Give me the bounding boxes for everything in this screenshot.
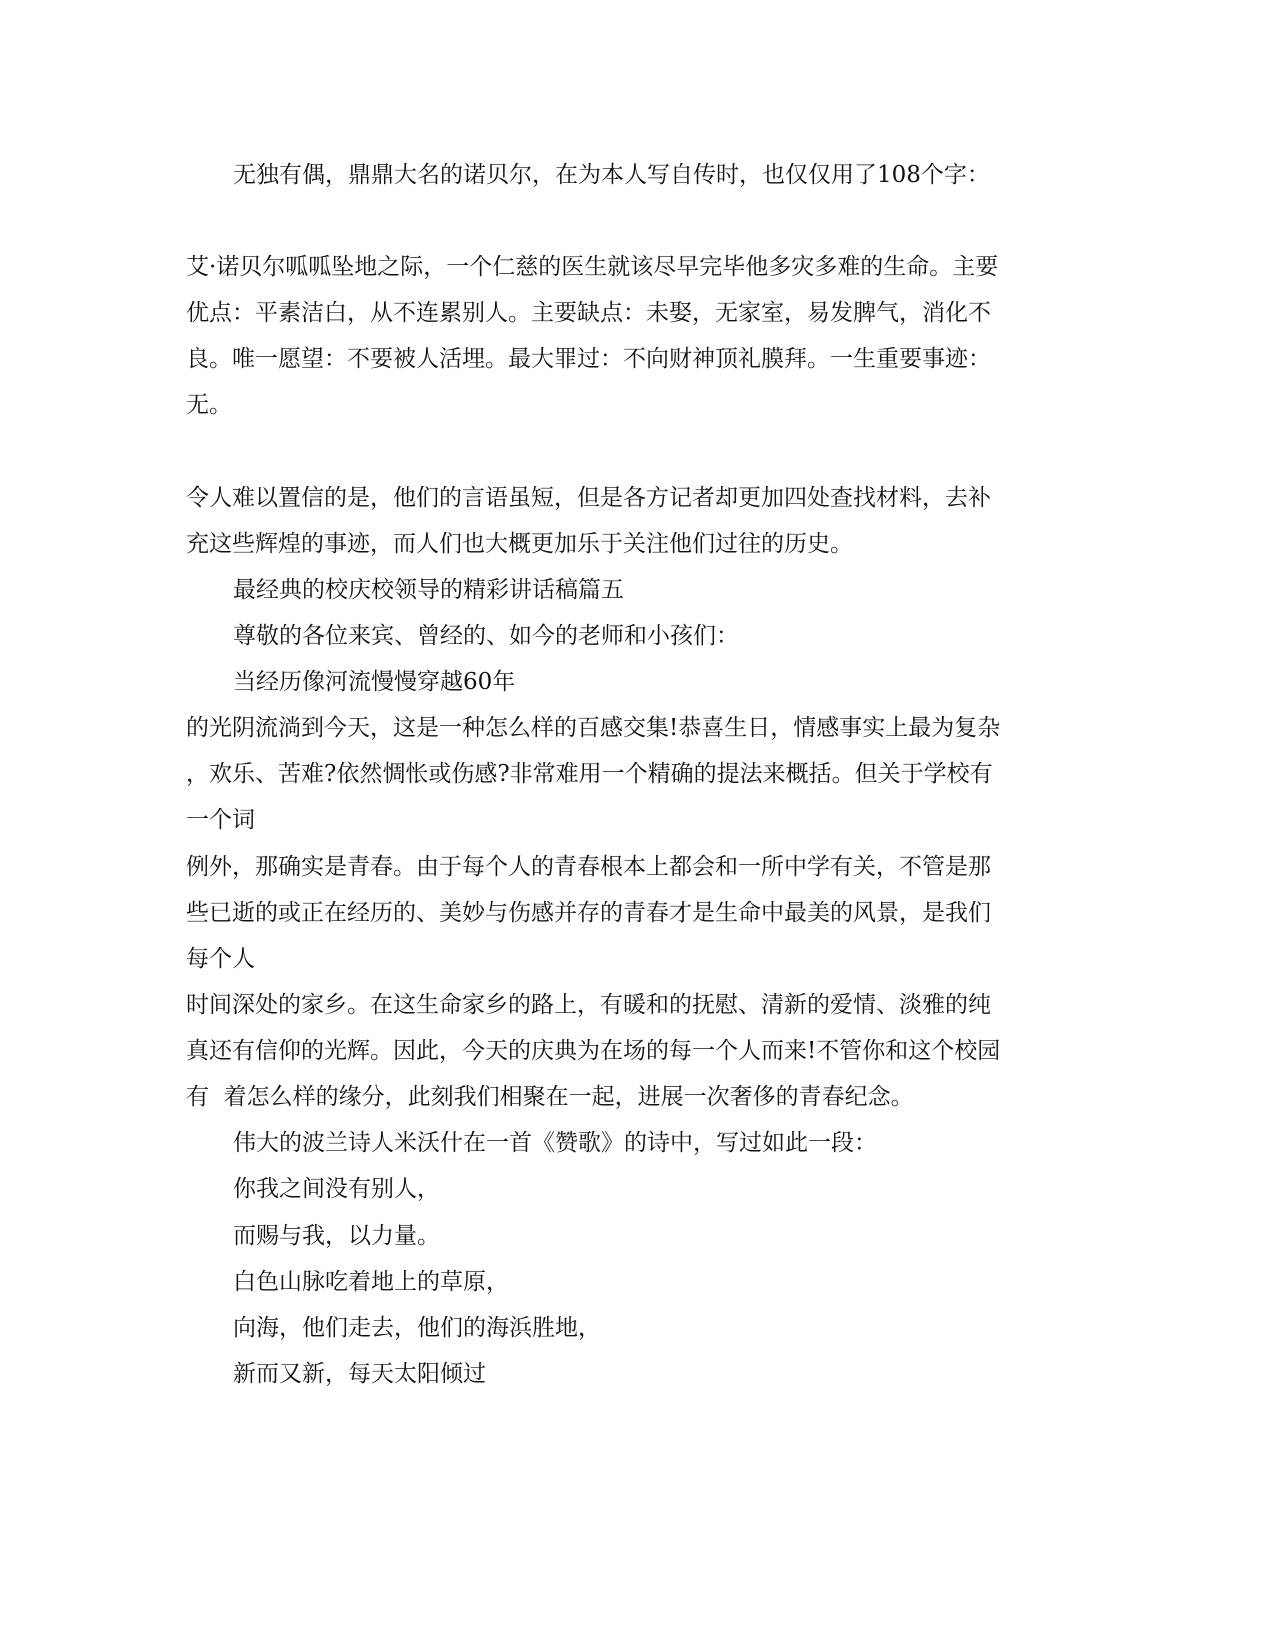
paragraph-line: 无独有偶，鼎鼎大名的诺贝尔，在为本人写自传时，也仅仅用了108个字： — [233, 162, 990, 188]
paragraph-line: 令人难以置信的是，他们的言语虽短，但是各方记者却更加四处查找材料，去补 — [186, 485, 991, 511]
paragraph-line: 的光阴流淌到今天，这是一种怎么样的百感交集!恭喜生日，情感事实上最为复杂 — [186, 715, 1001, 741]
poem-line: 你我之间没有别人， — [233, 1176, 440, 1202]
paragraph-line: 伟大的波兰诗人米沃什在一首《赞歌》的诗中，写过如此一段： — [233, 1130, 877, 1156]
paragraph-line: 真还有信仰的光辉。因此，今天的庆典为在场的每一个人而来!不管你和这个校园 — [186, 1038, 1001, 1064]
poem-line: 白色山脉吃着地上的草原， — [233, 1269, 509, 1295]
paragraph-line: 有 着怎么样的缘分，此刻我们相聚在一起，进展一次奢侈的青春纪念。 — [186, 1084, 914, 1110]
paragraph-line: 当经历像河流慢慢穿越60年 — [233, 669, 516, 695]
poem-line: 而赐与我，以力量。 — [233, 1223, 440, 1249]
paragraph-line: 无。 — [186, 392, 232, 418]
paragraph-line: 一个词 — [186, 807, 255, 833]
paragraph-line: 充这些辉煌的事迹，而人们也大概更加乐于关注他们过往的历史。 — [186, 531, 853, 557]
paragraph-line: 每个人 — [186, 946, 255, 972]
poem-line: 新而又新，每天太阳倾过 — [233, 1361, 486, 1387]
paragraph-line: 良。唯一愿望：不要被人活埋。最大罪过：不向财神顶礼膜拜。一生重要事迹： — [186, 346, 991, 372]
poem-line: 向海，他们走去，他们的海浜胜地， — [233, 1315, 601, 1341]
paragraph-line: 艾·诺贝尔呱呱坠地之际，一个仁慈的医生就该尽早完毕他多灾多难的生命。主要 — [186, 254, 999, 280]
salutation: 尊敬的各位来宾、曾经的、如今的老师和小孩们： — [233, 623, 739, 649]
paragraph-line: 时间深处的家乡。在这生命家乡的路上，有暖和的抚慰、清新的爱情、淡雅的纯 — [186, 992, 991, 1018]
paragraph-line: 些已逝的或正在经历的、美妙与伤感并存的青春才是生命中最美的风景，是我们 — [186, 900, 991, 926]
paragraph-line: 优点：平素洁白，从不连累别人。主要缺点：未娶，无家室，易发脾气，消化不 — [186, 300, 991, 326]
paragraph-line: 例外，那确实是青春。由于每个人的青春根本上都会和一所中学有关，不管是那 — [186, 854, 991, 880]
paragraph-line: ，欢乐、苦难?依然惆怅或伤感?非常难用一个精确的提法来概括。但关于学校有 — [186, 761, 993, 787]
section-heading: 最经典的校庆校领导的精彩讲话稿篇五 — [233, 577, 624, 603]
